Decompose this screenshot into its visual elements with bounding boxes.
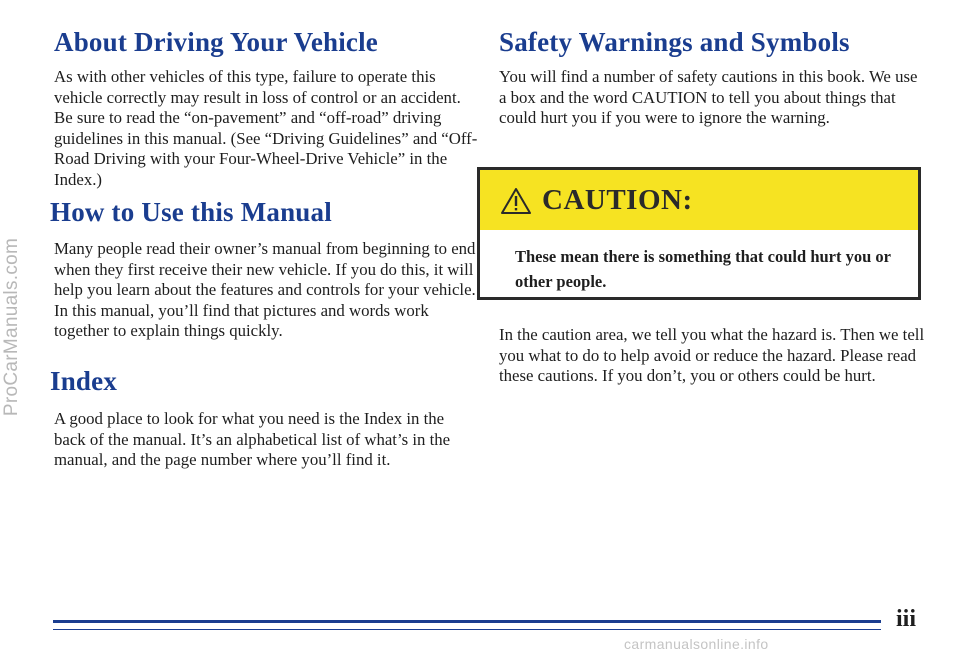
how-to-use-heading: How to Use this Manual — [50, 197, 332, 227]
caution-area-paragraph: In the caution area, we tell you what the hazard is. Then we tell you what to do to help avoid or reduce the hazard. Please read these cautions. If you don’t, you or others could be hurt. — [499, 325, 925, 386]
footer-rule-thin — [53, 629, 881, 630]
warning-triangle-icon — [500, 187, 532, 215]
index-paragraph: A good place to look for what you need is the Index in the back of the manual. It’s an alphabetical list of what’s in the manual, and the page number where you’ll find it. — [54, 409, 451, 470]
caution-banner — [480, 170, 918, 230]
safety-warnings-heading: Safety Warnings and Symbols — [499, 27, 850, 57]
about-driving-paragraph: As with other vehicles of this type, failure to operate this vehicle correctly may result in loss of control or an accident. Be sure to read the “on-pavement” and “off-road” driving guidelines in this manual. (See “Driving Guidelines” and “Off-Road Driving with your Four-Wheel-Drive Vehicle” in the Index.) — [54, 67, 478, 189]
how-to-use-paragraph: Many people read their owner’s manual from beginning to end when they first receive their new vehicle. If you do this, it will help you learn about the features and controls for your vehicle. In this manual, you’ll find that pictures and words work together to explain things quickly. — [54, 239, 476, 341]
about-driving-heading: About Driving Your Vehicle — [54, 27, 378, 57]
caution-title: CAUTION: — [542, 184, 693, 216]
footer-site-watermark: carmanualsonline.info — [624, 636, 769, 652]
side-watermark-text: ProCarManuals.com — [1, 237, 22, 417]
index-heading: Index — [50, 366, 118, 396]
footer-rule — [53, 620, 881, 623]
page-number: iii — [896, 606, 917, 632]
safety-warnings-paragraph: You will find a number of safety cautions in this book. We use a box and the word CAUTION to tell you about things that could hurt you if you were to ignore the warning. — [499, 67, 918, 128]
caution-box — [477, 167, 921, 300]
caution-text: These mean there is something that could hurt you or other people. — [515, 247, 891, 291]
side-watermark — [1, 0, 23, 654]
